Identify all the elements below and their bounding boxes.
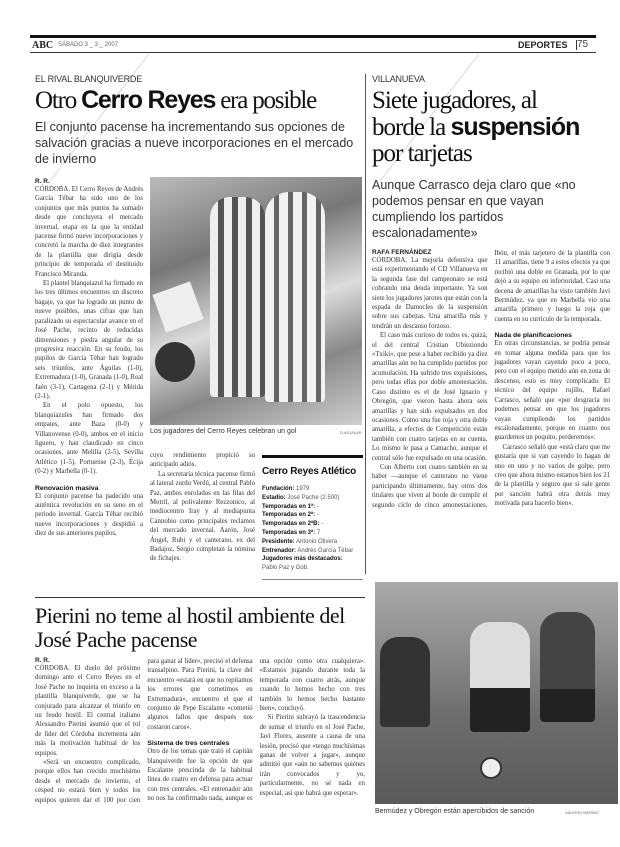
celebration-photo [150, 177, 362, 425]
paragraph: CÓRDOBA. El Cerro Reyes de Andrés García Tébar ha sido uno de los conjuntos que más puntos ha sumado desde que concluyera el mercado invernal, etapa en la que la entidad pacense firmó nueve incorporaciones y concretó la marcha de diez integrantes de la plantilla que dirigía desde principio de temporada el destituido Francisco Miranda. [35, 186, 143, 278]
fact-label: Presidente: [262, 538, 295, 545]
fact-label: Jugadores más destacados: [262, 556, 343, 563]
article2 [372, 74, 610, 510]
player-figure [210, 197, 265, 397]
fact-label: Temporadas en 1ª: [262, 503, 316, 510]
issue-date: SÁBADO 3 _ 3 _ 2007 [58, 42, 119, 48]
player-figure [540, 612, 595, 722]
paragraph: cuyo rendimiento propició su anticipado adiós. [150, 452, 255, 469]
article2-kicker: VILLANUEVA [372, 74, 425, 84]
headline-line: Siete jugadores, al [372, 87, 537, 114]
headline-bold: Cerro Reyes [81, 86, 216, 114]
photo-credit: VALERIO MERINO [565, 810, 600, 815]
football [480, 757, 502, 779]
article3-body [35, 657, 365, 805]
fact-row [262, 520, 363, 529]
paragraph: «Será un encuentro complicado, porque ellos han crecido muchísimo desde el mercado de invierno, el césped no estará bien y todos los equipos quieren dar el 100 por cien para ganar al líder», precisó el defensa transalpino. Para Pierini, la clave del encuentro «estará en que no repitamos los errores que cometimos en Extremadura», encuentro el que el conjunto de Pepe Escalante «cometió algunos fallos que después nos costaron caros». [35, 658, 253, 804]
header-divider [30, 52, 596, 53]
paragraph: CÓRDOBA. La mejoría defensiva que está experimentando el CD Villanueva en la segunda fase del campeonato se está cobrando una deuda importante. Ya son siete los jugadores jarotes que están con la espada de Damocles de la suspensión sobre sus cabezas. Una amarilla más y tendrán un descanso forzoso. [372, 257, 488, 330]
section-label: DEPORTES [518, 40, 577, 50]
headline-bold: suspensión [450, 113, 580, 141]
paragraph: Carrasco señaló que «está claro que me gustaría que si van cayendo lo hagan de uno en uno y no varios de golpe, pero creo que ahora mismo estamos bien los 21 de la plantilla y seguro que si sale gente por sanción habrá otra detrás muy motivada para hacerlo bien». [494, 443, 610, 508]
headline-part: borde la [372, 114, 451, 141]
player-figure [380, 637, 430, 727]
article3-headline: Pierini no teme al hostil ambiente del José Pache pacense [35, 603, 345, 652]
fact-row [262, 511, 363, 520]
subheading: Sistema de tres centrales [147, 740, 230, 748]
team-factbox [262, 455, 363, 580]
fact-value: 7 [315, 529, 321, 536]
headline-part: Otro [35, 87, 82, 114]
paragraph: El caso más curioso de todos es, quizá, el del central Cristian Ubieziondo «Txiki», que pese a haber recibido ya diez amarillas aún no ha cumplido partidos por acumulación. Ha sufrido tres expulsiones, pero todas ellas por doble amonestación. Caso distinto es el de José Ignacio y Obregón, que vieron hasta ahora seis amarillas y han sido expulsados en dos ocasiones. Como una fue roja y otra doble amarilla, a efectos de Competición están también con cuatro tarjetas en su cuenta. Lo mismo le pasa a Camacho, aunque el central sólo fue expulsado en una ocasión. [372, 332, 488, 462]
fact-row [262, 547, 363, 556]
factbox-title: Cerro Reyes Atlético [262, 466, 356, 477]
paragraph: CÓRDOBA. El duelo del próximo domingo ante el Cerro Reyes en el José Pache no inquieta en exceso a la plantilla blanquiverde, que se ha conjurado para alcanzar el triunfo en un feudo hostil. El central italiano Alessandro Pierini asumió que el rol de líder del Córdoba incrementa aún más la motivación habitual de los equipos. [35, 665, 141, 757]
paragraph: Si Pierini subrayó la trascendencia de sumar el triunfo en el José Pache, Javi Flores, ausente a causa de una lesión, precisó que «tengo muchísimas ganas de volver a jugar», aunque admitió que «aún no sabemos quiénes irán convocados y yo, particularmente, no sé nada en especial, así que habrá que esperar». [259, 714, 365, 797]
paragraph: El conjunto pacense ha padecido una auténtica revolución en su seno en el periodo invernal. García Tébar recibió nueve incorporaciones y despidió a diez de sus anteriores pupilos, [35, 492, 143, 538]
fact-value: Andrés García Tébar [296, 547, 354, 554]
fact-label: Fundación: [262, 486, 295, 492]
fact-value: Antonio Olivera [294, 538, 338, 545]
paragraph: La secretaría técnica pacense firmó al lateral zurdo Verdú, al central Pablo Paz, ambos enrolados en las filas del Motril, al polivalente Rezzonico, al mediocentro Iray y al mediapunta Cannobio como principales reclamos del mercado invernal. Aarón, José Ángel, Rubi y el canterano, ex del Badajoz, Sergio completan la nómina de fichajes. [150, 470, 255, 563]
photo-caption: Los jugadores del Cerro Reyes celebran un gol [150, 428, 297, 435]
subheading: Nada de planificaciones [494, 332, 572, 340]
fact-row [262, 538, 363, 547]
fact-value: Pablo Paz y Gob. [262, 565, 309, 572]
headline-line [372, 114, 610, 141]
article1-col2 [150, 451, 255, 564]
fact-row [262, 485, 363, 494]
newspaper-logo: ABC [32, 40, 54, 51]
fact-value: - [315, 503, 319, 510]
article1-header [35, 74, 360, 167]
byline: RAFA FERNÁNDEZ [372, 249, 432, 256]
fact-label: Estadio: [262, 494, 286, 501]
fact-label: Temporadas en 3ª: [262, 529, 316, 536]
fact-label: Temporadas en 2ªB: [262, 521, 320, 528]
article1-kicker: EL RIVAL BLANQUIVERDE [35, 74, 143, 84]
fact-row [262, 494, 363, 503]
paragraph: Con Alberto con cuatro también en su haber —aunque el canterano no viene participando últimamente, hay otros dos titulares que viven al borde de cumplir el segundo ciclo de cinco amonestaciones. Ibón, el más tarjetero de la plantilla con 11 amarillas, tiene 9 a estos efectos ya que recibió una doble en Granada, por lo que dejó a su equipo en inferioridad. Casi una decena de amarillas ha visto también Javi Bermúdez, ya que en Marbella vio una amarilla primero y luego la roja que cuenta en su currículo de la temporada. [372, 250, 610, 509]
fact-row [262, 529, 363, 538]
photo-caption: Bermúdez y Obregón están apercibidos de sanción [375, 808, 535, 815]
player-figure [265, 192, 325, 402]
article2-headline [372, 88, 610, 167]
article3 [35, 597, 365, 805]
player-figure [470, 622, 530, 732]
fact-label: Entrenador: [262, 547, 297, 554]
fact-row [262, 555, 363, 573]
article1-headline [35, 88, 360, 113]
subheading: Renovación masiva [35, 484, 99, 492]
page-number: 75 [577, 39, 589, 50]
sponsor-logo [155, 342, 195, 382]
article1-subhead: El conjunto pacense ha incrementando sus opciones de salvación gracias a nueve incorporaciones en el mercado de invierno [35, 120, 354, 166]
byline: R. R. [35, 178, 50, 185]
byline: R. R. [35, 657, 50, 664]
headline-line: por tarjetas [372, 140, 472, 167]
column-divider [365, 74, 366, 574]
fact-value: - [319, 521, 324, 528]
article2-subhead: Aunque Carrasco deja claro que «no podemos pensar en que vayan cumpliendo los partidos escalonadamente» [372, 178, 576, 240]
drum [152, 281, 203, 332]
photo-credit: D.AGUILAR [340, 430, 362, 435]
article1-col1 [35, 178, 143, 539]
paragraph: Otro de los temas que trató el capitán blanquiverde fue la opción de que Escalante prescinda de la habitual línea de cuatro en defensa para actuar con tres centrales. «El entrenador aún no nos ha confirmado nada, aunque es una opción como otra cualquiera». «Estamos jugando durante toda la temporada con cuatro atrás, aunque cuando lo hemos hecho con tres también lo hemos hecho bastante bien», concluyó. [147, 658, 365, 803]
paragraph: El plantel blanquiazul ha firmado en los tres últimos encuentros un discreto bagaje, ya que ha logrado un punto de nueve posibles, unas cifras que han paralizado su espectacular avance en el José Pache, recinto de reducidas dimensiones y piedra angular de su progresiva reacción. En su feudo, los pupilos de García Tébar han logrado seis triunfos, ante Águilas (1-0), Extremadura (1-0), Granada (1-0), Real Jaén (3-1), Cartagena (2-1) y Mérida (2-1). [35, 280, 143, 400]
training-photo [375, 582, 618, 804]
fact-value: 1979 [294, 486, 310, 492]
headline-part: era posible [215, 87, 317, 114]
paragraph: En el polo opuesto, los blanquiazules han firmado dos empates, ante Baza (0-0) y Villanovense (0-0), ambos en el inicio liguero, y han claudicado en cinco ocasiones, ante Melilla (2-5), Sevilla Atlético (1-5), Portuense (2-3), Écija (0-2) y Marbella (0-1). [35, 402, 143, 476]
fact-value: José Pache (2.500) [285, 494, 340, 501]
fact-value: - [315, 512, 319, 519]
paragraph: En otras circunstancias, se podría pensar en tomar alguna medida para que los jugadores vayan cayendo poco a poco, pero con el equipo metido aún en zona de descenso, esto es muy complicado. El técnico del equipo rujillo, Rafael Carrasco, señaló que «por desgracia no podemos pensar en que los jugadores vayan cumpliendo los partidos escalonadamente, porque en cuanto nos guardemos un poquito, perderemos». [494, 340, 610, 442]
header-rule [30, 35, 596, 38]
article2-body [372, 249, 610, 510]
fact-label: Temporadas en 2ª: [262, 512, 316, 519]
fact-row [262, 503, 363, 512]
